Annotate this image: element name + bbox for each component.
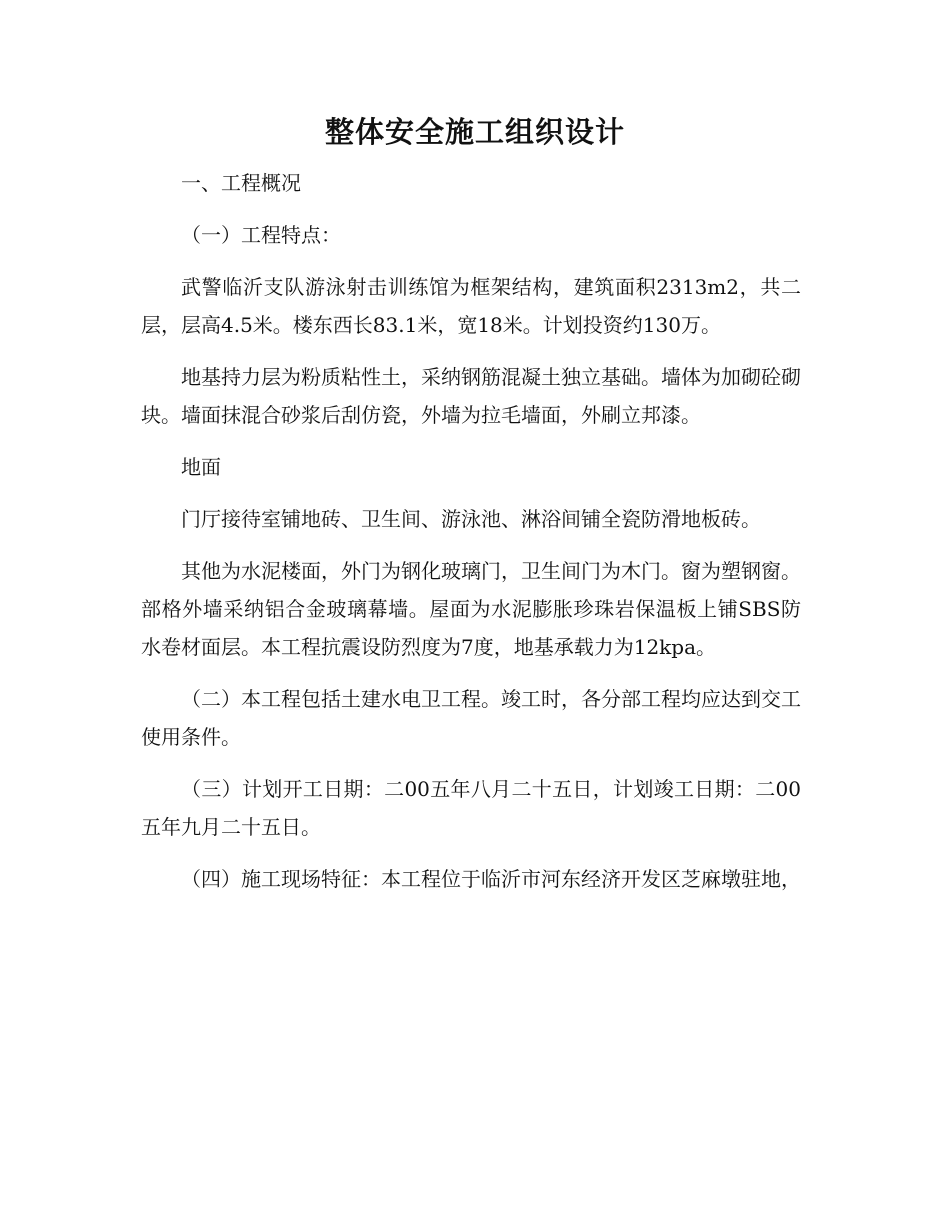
paragraph-doors-windows-roof: 其他为水泥楼面，外门为钢化玻璃门，卫生间门为木门。窗为塑钢窗。部格外墙采纳铝合金玻璃幕墙。屋面为水泥膨胀珍珠岩保温板上铺SBS防水卷材面层。本工程抗震设防烈度为7度，地基承载力为12kpa。 (141, 559, 801, 659)
paragraph-foundation-walls: 地基持力层为粉质粘性土，采纳钢筋混凝土独立基础。墙体为加砌砼砌块。墙面抹混合砂浆后刮仿瓷，外墙为拉毛墙面，外刷立邦漆。 (141, 365, 801, 427)
paragraph-building-structure: 武警临沂支队游泳射击训练馆为框架结构，建筑面积2313m2，共二层，层高4.5米。楼东西长83.1米，宽18米。计划投资约130万。 (141, 275, 801, 337)
subsection-heading-features: （一）工程特点： (181, 223, 341, 247)
document-title: 整体安全施工组织设计 (324, 115, 625, 149)
paragraph-site-features: （四）施工现场特征：本工程位于临沂市河东经济开发区芝麻墩驻地， (181, 867, 801, 891)
section-heading-overview: 一、工程概况 (181, 171, 301, 195)
document-body (141, 164, 801, 912)
paragraph-floor-tiles: 门厅接待室铺地砖、卫生间、游泳池、淋浴间铺全瓷防滑地板砖。 (181, 507, 761, 531)
paragraph-floor-heading: 地面 (181, 455, 221, 479)
paragraph-scope: （二）本工程包括土建水电卫工程。竣工时，各分部工程均应达到交工使用条件。 (141, 687, 801, 749)
paragraph-schedule: （三）计划开工日期：二00五年八月二十五日，计划竣工日期：二00五年九月二十五日。 (141, 777, 801, 839)
